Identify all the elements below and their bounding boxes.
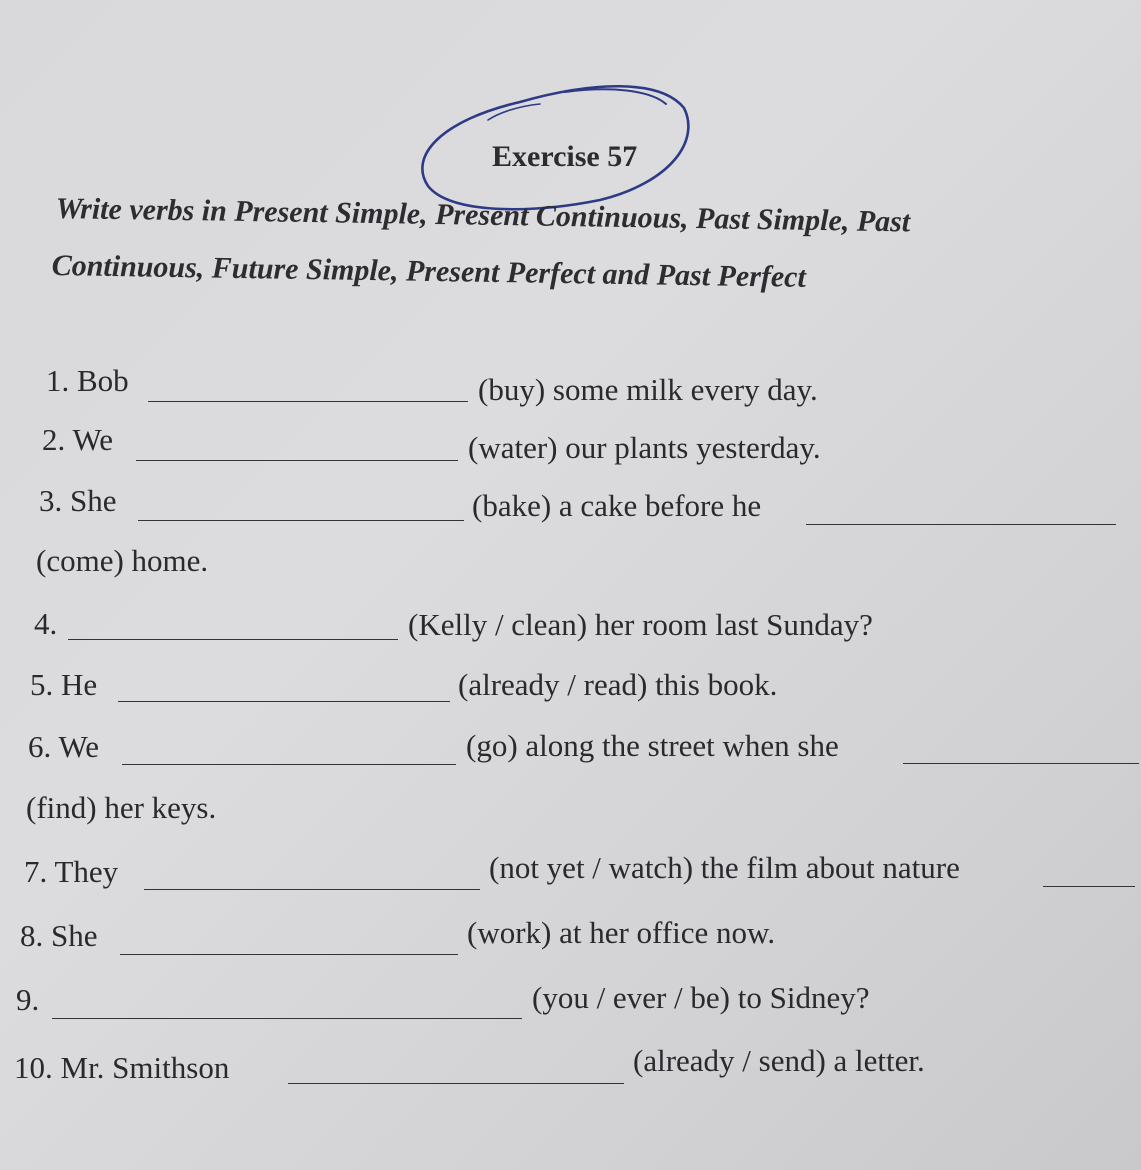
item-10-text: (already / send) a letter.: [633, 1043, 925, 1078]
item-6-blank-2: [903, 763, 1139, 764]
item-10-lead: 10. Mr. Smithson: [14, 1050, 230, 1085]
item-7-lead: 7. They: [24, 854, 119, 889]
item-7-blank-2: [1043, 886, 1135, 887]
item-3-text: (bake) a cake before he: [472, 488, 762, 523]
item-3-blank-2: [806, 524, 1116, 525]
item-5-blank: [118, 701, 450, 702]
exercise-title: Exercise 57: [492, 140, 638, 173]
item-1-text: (buy) some milk every day.: [478, 372, 818, 407]
item-8-blank: [120, 954, 458, 955]
item-2-lead: 2. We: [42, 422, 113, 457]
item-6-continuation: (find) her keys.: [26, 790, 217, 825]
item-6-lead: 6. We: [28, 729, 99, 764]
item-1-lead: 1. Bob: [46, 363, 129, 398]
item-2-blank: [136, 460, 458, 461]
item-9-text: (you / ever / be) to Sidney?: [532, 980, 870, 1015]
item-5-text: (already / read) this book.: [458, 667, 778, 702]
item-4-blank: [68, 639, 398, 640]
item-2-text: (water) our plants yesterday.: [468, 430, 821, 465]
item-4-lead: 4.: [34, 606, 58, 641]
instruction-line-1: Write verbs in Present Simple, Present Continuous, Past Simple, Past: [55, 192, 911, 239]
item-6-blank-1: [122, 764, 456, 765]
item-3-continuation: (come) home.: [36, 543, 209, 578]
item-9-lead: 9.: [16, 982, 40, 1017]
item-7-text: (not yet / watch) the film about nature: [489, 850, 960, 885]
item-10-blank: [288, 1083, 624, 1084]
item-3-lead: 3. She: [39, 483, 117, 518]
item-1-blank: [148, 401, 468, 402]
item-8-lead: 8. She: [20, 918, 98, 953]
item-6-text: (go) along the street when she: [466, 728, 839, 763]
item-7-blank-1: [144, 889, 480, 890]
item-3-blank-1: [138, 520, 464, 521]
item-5-lead: 5. He: [30, 667, 98, 702]
item-8-text: (work) at her office now.: [467, 915, 776, 950]
item-4-text: (Kelly / clean) her room last Sunday?: [408, 607, 873, 642]
item-9-blank: [52, 1018, 522, 1019]
instruction-line-2: Continuous, Future Simple, Present Perfect and Past Perfect: [51, 249, 807, 294]
